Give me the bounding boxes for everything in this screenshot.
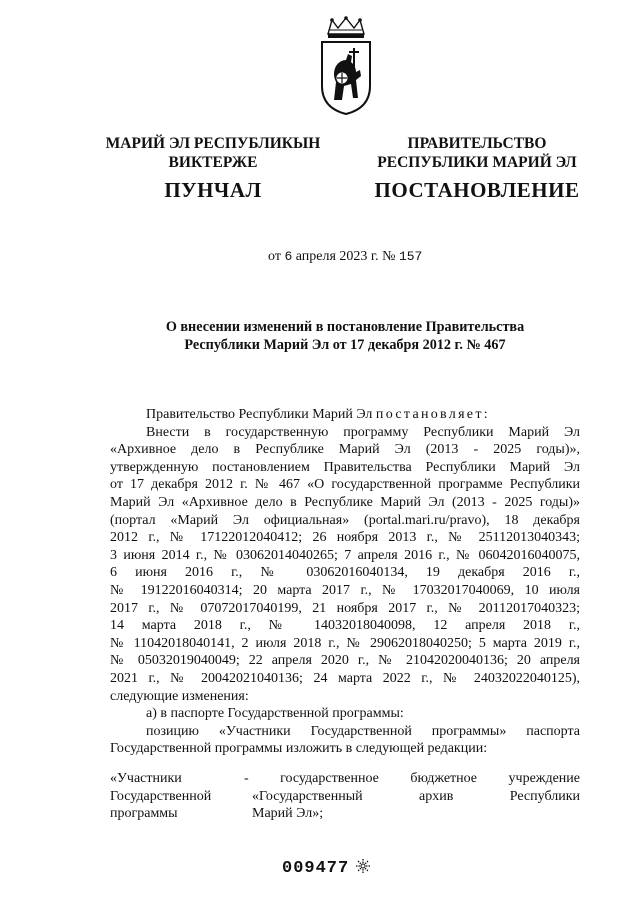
header-right-line-2: РЕСПУБЛИКИ МАРИЙ ЭЛ (377, 154, 577, 171)
passport-row-label (110, 770, 240, 823)
header-right-line-1: ПРАВИТЕЛЬСТВО (407, 135, 547, 152)
paragraph-line: № 05032019040049; 22 апреля 2020 г., № 21042020040136; 20 апреля (110, 653, 580, 669)
passport-value-line: Марий Эл»; (252, 806, 324, 822)
asterisk-stamp-icon (355, 858, 371, 874)
header-left-title: ПУНЧАЛ (164, 178, 262, 202)
intro-prefix: Правительство Республики Марий Эл (146, 407, 373, 422)
passport-row-value (244, 770, 580, 823)
passport-label-line: Государственной (110, 788, 212, 804)
paragraph-line: № 19122016040314; 20 марта 2017 г., № 17032017040069, 10 июля (110, 582, 580, 598)
passport-label-line: программы (110, 806, 178, 822)
header-right-title: ПОСТАНОВЛЕНИЕ (374, 178, 580, 202)
document-title (110, 318, 580, 354)
date-line (268, 249, 422, 265)
date-prefix: от (268, 249, 281, 264)
paragraph-line: 2012 г., № 17122012040412; 26 ноября 2013 г., № 25112013040343; (110, 530, 580, 546)
passport-value-line: «Государственный архив Республики (252, 788, 580, 804)
paragraph-line: Марий Эл «Архивное дело в Республике Марий Эл (2013 - 2025 годы)» (110, 494, 580, 510)
date-middle: апреля 2023 г. № (295, 249, 396, 264)
paragraph-line: 14 марта 2018 г., № 14032018040098, 12 апреля 2018 г., (110, 618, 580, 634)
header-right (352, 134, 602, 172)
paragraph-line: 3 июня 2014 г., № 03062014040265; 7 апреля 2016 г., № 06042016040075, (110, 547, 580, 563)
paragraph-line: 6 июня 2016 г., № 03062016040134, 19 декабря 2016 г., (110, 565, 580, 581)
paragraph-line: 2017 г., № 07072017040199, 21 ноября 2017 г., № 20112017040323; (110, 600, 580, 616)
item-a: а) в паспорте Государственной программы: (146, 706, 404, 722)
paragraph-line: (портал «Марий Эл официальная» (portal.mari.ru/pravo), 18 декабря (110, 512, 580, 528)
paragraph-line: 2021 г., № 20042021040136; 24 марта 2022 г., № 24032022040125), (110, 670, 580, 686)
paragraph-line: от 17 декабря 2012 г. № 467 «О государственной программе Республики (110, 477, 580, 493)
header-left (88, 134, 338, 172)
form-serial-number: 009477 (282, 859, 350, 878)
paragraph-line: утвержденную постановлением Правительства Республики Марий Эл (110, 459, 580, 475)
document-body (110, 406, 580, 758)
title-line-2: Республики Марий Эл от 17 декабря 2012 г. № 467 (184, 337, 506, 353)
paragraph-line: «Архивное дело в Республике Марий Эл (2013 - 2025 годы)», (110, 442, 580, 458)
intro-line (110, 406, 580, 424)
title-line-1: О внесении изменений в постановление Правительства (165, 319, 525, 335)
paragraph-last-line: следующие изменения: (110, 688, 249, 704)
date-day: 6 (284, 249, 293, 264)
intro-spaced: постановляет: (375, 407, 490, 422)
item-position-line-2: Государственной программы изложить в следующей редакции: (110, 741, 488, 757)
paragraph-line: № 11042018040141, 2 июля 2018 г., № 29062018040250; 5 марта 2019 г., (110, 635, 580, 651)
passport-value-line: - государственное бюджетное учреждение (244, 771, 580, 786)
paragraph-line: Внести в государственную программу Республики Марий Эл (146, 424, 580, 440)
header-left-line-2: ВИКТЕРЖЕ (168, 154, 258, 171)
mari-el-coat-of-arms-icon (318, 16, 374, 116)
header-left-line-1: МАРИЙ ЭЛ РЕСПУБЛИКЫН (105, 135, 321, 152)
item-position-line-1: позицию «Участники Государственной программы» паспорта (146, 723, 580, 739)
document-number: 157 (398, 249, 423, 264)
passport-label-line: «Участники (110, 771, 182, 786)
